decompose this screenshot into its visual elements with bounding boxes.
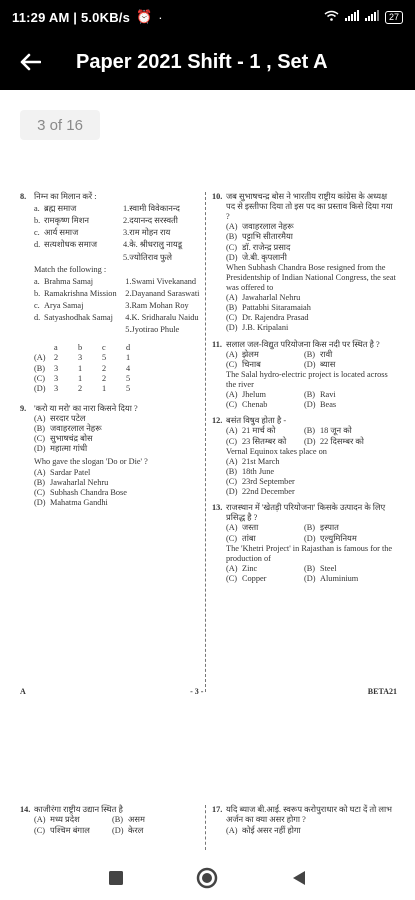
answer-grid-row bbox=[34, 353, 150, 363]
triangle-back-icon bbox=[292, 870, 306, 886]
option-label: (D) bbox=[34, 444, 46, 454]
question-10 bbox=[212, 192, 397, 334]
option-text: 21 मार्च को bbox=[242, 426, 276, 436]
answer-grid-cell: c bbox=[102, 343, 106, 353]
option-label: (D) bbox=[226, 487, 238, 497]
answer-grid-cell: 1 bbox=[78, 363, 83, 373]
question-stem-english: When Subhash Chandra Bose resigned from the Presidentship of Indian National Congress, the seat was offered to bbox=[226, 262, 396, 292]
option-text: असम bbox=[128, 815, 145, 825]
match-text: Jyotirao Phule bbox=[131, 325, 180, 335]
answer-option bbox=[226, 360, 397, 370]
option-text: केरल bbox=[128, 825, 144, 835]
answer-grid-cell: 3 bbox=[54, 363, 59, 373]
alarm-icon: ⏰ bbox=[136, 9, 153, 24]
question-11 bbox=[212, 340, 397, 411]
match-text: ब्रह्म समाज bbox=[44, 204, 77, 214]
battery-icon: 27 bbox=[385, 11, 403, 24]
answer-grid-cell: 5 bbox=[126, 383, 131, 393]
match-table-hindi bbox=[34, 204, 202, 265]
option-label: (C) bbox=[226, 533, 238, 543]
option-text: Pattabhi Sitaramaiah bbox=[242, 303, 311, 313]
option-text: Jawaharlal Nehru bbox=[242, 293, 301, 303]
wifi-icon bbox=[324, 10, 339, 24]
option-text: मध्य प्रदेश bbox=[50, 815, 80, 825]
option-text: Beas bbox=[320, 400, 337, 410]
question-number: 11. bbox=[212, 339, 222, 349]
option-text: सरदार पटेल bbox=[50, 413, 86, 423]
match-row bbox=[34, 301, 202, 313]
match-text: Swami Vivekanand bbox=[131, 276, 197, 286]
option-label: (C) bbox=[226, 359, 238, 369]
match-text bbox=[44, 253, 117, 265]
match-row bbox=[34, 289, 202, 301]
match-text: K. Sridharalu Naidu bbox=[131, 313, 199, 323]
answer-grid-row bbox=[34, 364, 150, 374]
option-label: (A) bbox=[226, 456, 238, 466]
option-label: (B) bbox=[304, 349, 316, 359]
left-column bbox=[20, 192, 200, 514]
system-back-button[interactable] bbox=[279, 858, 319, 898]
question-14 bbox=[20, 805, 200, 836]
answer-option bbox=[34, 815, 200, 825]
option-text: Copper bbox=[242, 573, 267, 583]
option-text: कोई असर नहीं होगा bbox=[242, 825, 301, 835]
option-label: (D) bbox=[226, 252, 238, 262]
option-label: (A) bbox=[226, 390, 238, 400]
left-column bbox=[20, 805, 200, 842]
match-label: c. bbox=[34, 300, 40, 310]
question-stem-english: Vernal Equinox takes place on bbox=[226, 446, 327, 456]
answer-option bbox=[34, 498, 200, 508]
option-label: (C) bbox=[226, 400, 238, 410]
match-label: 3. bbox=[125, 300, 132, 310]
question-number: 12. bbox=[212, 416, 223, 426]
answer-option bbox=[34, 468, 200, 478]
question-stem-english: The Salal hydro-electric project is located across the river bbox=[226, 369, 388, 389]
answer-grid-cell: 2 bbox=[102, 363, 107, 373]
option-text: Aluminium bbox=[320, 573, 359, 583]
option-text: Chenab bbox=[242, 400, 268, 410]
answer-option bbox=[226, 222, 397, 232]
option-label: (C) bbox=[34, 825, 46, 835]
option-label: (C) bbox=[226, 242, 238, 252]
match-label: c. bbox=[34, 228, 40, 238]
answer-grid-cell: b bbox=[78, 343, 83, 353]
option-text: महात्मा गांधी bbox=[50, 444, 88, 454]
match-label: d. bbox=[34, 240, 41, 250]
option-text: Sardar Patel bbox=[50, 467, 91, 477]
option-label: (D) bbox=[34, 497, 46, 507]
option-label: (A) bbox=[34, 815, 46, 825]
question-number: 9. bbox=[20, 403, 27, 413]
match-text: ज्योतिराव फुले bbox=[129, 252, 173, 262]
question-13 bbox=[212, 503, 397, 584]
question-number: 8. bbox=[20, 192, 27, 201]
option-text: 22 दिसम्बर को bbox=[320, 436, 364, 446]
question-stem-hindi: सलाल जल-विद्युत परियोजना किस नदी पर स्थित है ? bbox=[226, 339, 380, 349]
column-divider bbox=[205, 192, 206, 692]
option-label: (D) bbox=[304, 400, 316, 410]
pdf-page[interactable] bbox=[0, 180, 415, 710]
option-text: जे.बी. कृपलानी bbox=[242, 252, 287, 262]
match-label: b. bbox=[34, 216, 41, 226]
option-label: (C) bbox=[34, 434, 46, 444]
option-label: (B) bbox=[34, 477, 46, 487]
option-text: Steel bbox=[320, 563, 337, 573]
question-stem-hindi: जब सुभाषचन्द्र बोस ने भारतीय राष्ट्रीय कांग्रेस के अध्यक्ष पद से इस्तीफा दिया तो इस पद का प्रस्ताव किसे दिया गया ? bbox=[226, 192, 393, 222]
answer-option bbox=[226, 477, 397, 487]
column-divider bbox=[205, 805, 206, 850]
system-navigation-bar bbox=[0, 855, 415, 900]
question-8 bbox=[20, 192, 200, 398]
page-indicator: 3 of 16 bbox=[20, 110, 100, 140]
match-label: d. bbox=[34, 313, 41, 323]
answer-option bbox=[226, 426, 397, 436]
option-label: (D) bbox=[304, 436, 316, 446]
answer-grid-cell: (D) bbox=[34, 383, 46, 393]
status-bar bbox=[0, 0, 415, 34]
option-label: (B) bbox=[34, 424, 46, 434]
answer-grid-cell: (C) bbox=[34, 373, 46, 383]
option-label: (C) bbox=[226, 573, 238, 583]
back-button[interactable] bbox=[0, 34, 60, 90]
status-icons bbox=[324, 10, 403, 24]
match-label: 3. bbox=[122, 228, 130, 238]
answer-option bbox=[34, 444, 200, 454]
match-text: दयानन्द सरस्वती bbox=[129, 216, 178, 226]
option-text: Zinc bbox=[242, 563, 258, 573]
option-text: Jawaharlal Nehru bbox=[50, 477, 109, 487]
match-label: 4. bbox=[125, 313, 132, 323]
question-stem-english: Who gave the slogan 'Do or Die' ? bbox=[34, 457, 148, 467]
option-text: पट्टाभि सीतारमैया bbox=[242, 232, 293, 242]
footer-page-number: - 3 - bbox=[190, 687, 204, 696]
answer-grid-cell: 1 bbox=[78, 373, 83, 383]
match-label: a. bbox=[34, 204, 40, 214]
match-label: 5. bbox=[122, 252, 130, 262]
option-label: (A) bbox=[226, 426, 238, 436]
match-text: सत्यशोधक समाज bbox=[44, 240, 98, 250]
match-text: Ram Mohan Roy bbox=[131, 300, 189, 310]
question-number: 17. bbox=[212, 805, 223, 814]
option-text: Dr. Rajendra Prasad bbox=[242, 313, 309, 323]
option-text: Ravi bbox=[320, 390, 336, 400]
option-label: (D) bbox=[112, 825, 124, 835]
answer-grid-cell: (A) bbox=[34, 353, 46, 363]
match-text: के. श्रीधरालु नायडू bbox=[129, 240, 183, 250]
answer-grid-header bbox=[34, 343, 150, 353]
square-icon bbox=[109, 871, 123, 885]
answer-option bbox=[226, 457, 397, 467]
option-text: सुभाषचंद्र बोस bbox=[50, 434, 93, 444]
option-label: (A) bbox=[226, 563, 238, 573]
option-label: (B) bbox=[112, 815, 124, 825]
match-row bbox=[34, 313, 202, 325]
answer-grid-cell: 5 bbox=[126, 373, 131, 383]
option-label: (A) bbox=[226, 293, 238, 303]
option-label: (C) bbox=[226, 313, 238, 323]
answer-grid-cell: 1 bbox=[126, 353, 131, 363]
option-text: 22nd December bbox=[242, 487, 295, 497]
answer-option bbox=[226, 293, 397, 303]
answer-option bbox=[34, 488, 200, 498]
answer-grid-cell: a bbox=[54, 343, 58, 353]
question-stem-hindi: 'करो या मरो' का नारा किसने दिया ? bbox=[34, 403, 138, 413]
match-label: 1. bbox=[122, 204, 130, 214]
question-stem-hindi: बसंत विषुव होता है - bbox=[226, 416, 287, 426]
match-label: 2. bbox=[122, 216, 130, 226]
match-text: रामकृष्ण मिशन bbox=[44, 216, 89, 226]
answer-grid-cell bbox=[34, 343, 54, 353]
answer-option bbox=[34, 826, 200, 836]
answer-option bbox=[226, 243, 397, 253]
match-text: स्वामी विवेकानन्द bbox=[129, 204, 180, 214]
option-label: (C) bbox=[226, 476, 238, 486]
answer-grid-cell: 2 bbox=[54, 353, 59, 363]
option-text: जस्ता bbox=[242, 523, 259, 533]
answer-option bbox=[226, 437, 397, 447]
option-label: (B) bbox=[226, 466, 238, 476]
answer-grid-cell: 1 bbox=[102, 383, 107, 393]
answer-option bbox=[226, 467, 397, 477]
option-label: (A) bbox=[226, 349, 238, 359]
answer-option bbox=[226, 390, 397, 400]
option-text: 18 जून को bbox=[320, 426, 352, 436]
match-row bbox=[34, 277, 202, 289]
circle-icon bbox=[196, 867, 218, 889]
option-text: एल्युमिनियम bbox=[320, 533, 357, 543]
match-label: 1. bbox=[125, 276, 132, 286]
match-text: Dayanand Saraswati bbox=[131, 288, 200, 298]
answer-option bbox=[226, 313, 397, 323]
option-text: Subhash Chandra Bose bbox=[50, 487, 127, 497]
answer-grid bbox=[34, 343, 150, 394]
option-text: चिनाब bbox=[242, 359, 261, 369]
answer-option bbox=[226, 574, 397, 584]
option-label: (A) bbox=[34, 467, 46, 477]
match-text: राम मोहन राय bbox=[129, 228, 171, 238]
match-text: Ramakrishna Mission bbox=[44, 288, 117, 298]
option-text: 23 सितम्बर को bbox=[242, 436, 287, 446]
option-label: (A) bbox=[226, 222, 238, 232]
question-number: 10. bbox=[212, 192, 223, 201]
question-9 bbox=[20, 404, 200, 508]
answer-option bbox=[34, 478, 200, 488]
option-text: 21st March bbox=[242, 456, 280, 466]
option-label: (B) bbox=[304, 426, 316, 436]
option-label: (A) bbox=[34, 413, 46, 423]
home-button[interactable] bbox=[187, 858, 227, 898]
answer-option bbox=[226, 564, 397, 574]
match-row bbox=[34, 253, 202, 265]
option-label: (C) bbox=[34, 487, 46, 497]
option-label: (D) bbox=[226, 323, 238, 333]
footer-set: A bbox=[20, 687, 26, 696]
option-label: (B) bbox=[304, 563, 316, 573]
answer-option bbox=[226, 826, 397, 836]
option-text: J.B. Kripalani bbox=[242, 323, 289, 333]
question-number: 14. bbox=[20, 805, 31, 814]
answer-grid-cell: (B) bbox=[34, 363, 46, 373]
option-label: (B) bbox=[304, 390, 316, 400]
answer-option bbox=[226, 303, 397, 313]
option-text: जवाहरलाल नेहरू bbox=[242, 222, 294, 232]
option-label: (D) bbox=[304, 359, 316, 369]
match-text: Satyashodhak Samaj bbox=[44, 313, 113, 323]
answer-grid-row bbox=[34, 384, 150, 394]
option-text: पश्चिम बंगाल bbox=[50, 825, 90, 835]
question-stem-hindi: यदि ब्याज बी.आई. स्वरूप करोपुराधार को घटा दें तो लाभ अर्जन का क्या असर होगा ? bbox=[226, 805, 392, 825]
option-text: इस्पात bbox=[320, 523, 339, 533]
match-label: 5. bbox=[125, 325, 132, 335]
match-text: Arya Samaj bbox=[44, 300, 84, 310]
recents-button[interactable] bbox=[96, 858, 136, 898]
match-row bbox=[34, 204, 202, 216]
back-arrow-icon bbox=[19, 53, 41, 71]
option-label: (D) bbox=[304, 573, 316, 583]
answer-option bbox=[226, 534, 397, 544]
answer-option bbox=[226, 400, 397, 410]
option-text: झेलम bbox=[242, 349, 259, 359]
option-text: ब्यास bbox=[320, 359, 336, 369]
match-row bbox=[34, 228, 202, 240]
match-label: 2. bbox=[125, 288, 132, 298]
answer-grid-cell: d bbox=[126, 343, 131, 353]
answer-grid-row bbox=[34, 374, 150, 384]
option-label: (D) bbox=[304, 533, 316, 543]
match-label: a. bbox=[34, 276, 40, 286]
option-label: (B) bbox=[226, 303, 238, 313]
footer-code: BETA21 bbox=[367, 687, 397, 696]
answer-grid-cell: 3 bbox=[54, 383, 59, 393]
match-table-english bbox=[34, 277, 202, 338]
match-label: 4. bbox=[122, 240, 130, 250]
answer-option bbox=[226, 350, 397, 360]
match-label bbox=[34, 325, 44, 337]
answer-grid-cell: 3 bbox=[54, 373, 59, 383]
answer-grid-cell: 5 bbox=[102, 353, 107, 363]
option-text: 23rd September bbox=[242, 476, 295, 486]
question-12 bbox=[212, 416, 397, 497]
answer-grid-cell: 2 bbox=[102, 373, 107, 383]
option-text: जवाहरलाल नेहरू bbox=[50, 424, 102, 434]
question-stem-english: The 'Khetri Project' in Rajasthan is famous for the production of bbox=[226, 543, 393, 563]
match-text: Brahma Samaj bbox=[44, 276, 94, 286]
signal-icon-2 bbox=[365, 10, 379, 24]
answer-option bbox=[226, 487, 397, 497]
question-17 bbox=[212, 805, 397, 836]
answer-grid-cell: 3 bbox=[78, 353, 83, 363]
option-label: (B) bbox=[226, 232, 238, 242]
question-stem-hindi: राजस्थान में 'खेतड़ी परियोजना' किसके उत्पादन के लिए प्रसिद्ध है ? bbox=[226, 503, 386, 523]
option-text: Jhelum bbox=[242, 390, 266, 400]
match-text bbox=[44, 325, 119, 337]
option-label: (A) bbox=[226, 825, 238, 835]
match-row bbox=[34, 216, 202, 228]
answer-option bbox=[34, 434, 200, 444]
option-text: तांबा bbox=[242, 533, 256, 543]
option-text: डॉ. राजेन्द्र प्रसाद bbox=[242, 242, 291, 252]
option-label: (B) bbox=[304, 523, 316, 533]
document-title: Paper 2021 Shift - 1 , Set A bbox=[76, 50, 328, 73]
option-text: रावी bbox=[320, 349, 333, 359]
question-stem-hindi: निम्न का मिलान करें : bbox=[34, 192, 97, 201]
status-time: 11:29 AM | 5.0KB/s bbox=[12, 9, 131, 25]
answer-grid-cell: 4 bbox=[126, 363, 131, 373]
match-label bbox=[34, 253, 44, 265]
answer-option bbox=[226, 323, 397, 333]
option-label: (A) bbox=[226, 523, 238, 533]
question-number: 13. bbox=[212, 503, 223, 513]
answer-option bbox=[226, 523, 397, 533]
match-row bbox=[34, 325, 202, 337]
option-text: 18th June bbox=[242, 466, 275, 476]
answer-option bbox=[226, 232, 397, 242]
question-stem-hindi: काजीरंगा राष्ट्रीय उद्यान स्थित है bbox=[34, 805, 123, 814]
right-column bbox=[212, 805, 397, 842]
answer-option bbox=[34, 424, 200, 434]
page-footer bbox=[20, 687, 397, 697]
answer-option bbox=[226, 253, 397, 263]
option-label: (C) bbox=[226, 436, 238, 446]
option-text: Mahatma Gandhi bbox=[50, 497, 108, 507]
pdf-page-next[interactable] bbox=[0, 805, 415, 855]
answer-grid-cell: 2 bbox=[78, 383, 83, 393]
app-bar bbox=[0, 34, 415, 90]
question-stem-english: Match the following : bbox=[34, 264, 107, 274]
match-row bbox=[34, 240, 202, 252]
notification-dot: · bbox=[158, 9, 163, 25]
answer-option bbox=[34, 414, 200, 424]
right-column bbox=[212, 192, 397, 590]
signal-icon bbox=[345, 10, 359, 24]
match-text: आर्य समाज bbox=[44, 228, 79, 238]
match-label: b. bbox=[34, 288, 41, 298]
